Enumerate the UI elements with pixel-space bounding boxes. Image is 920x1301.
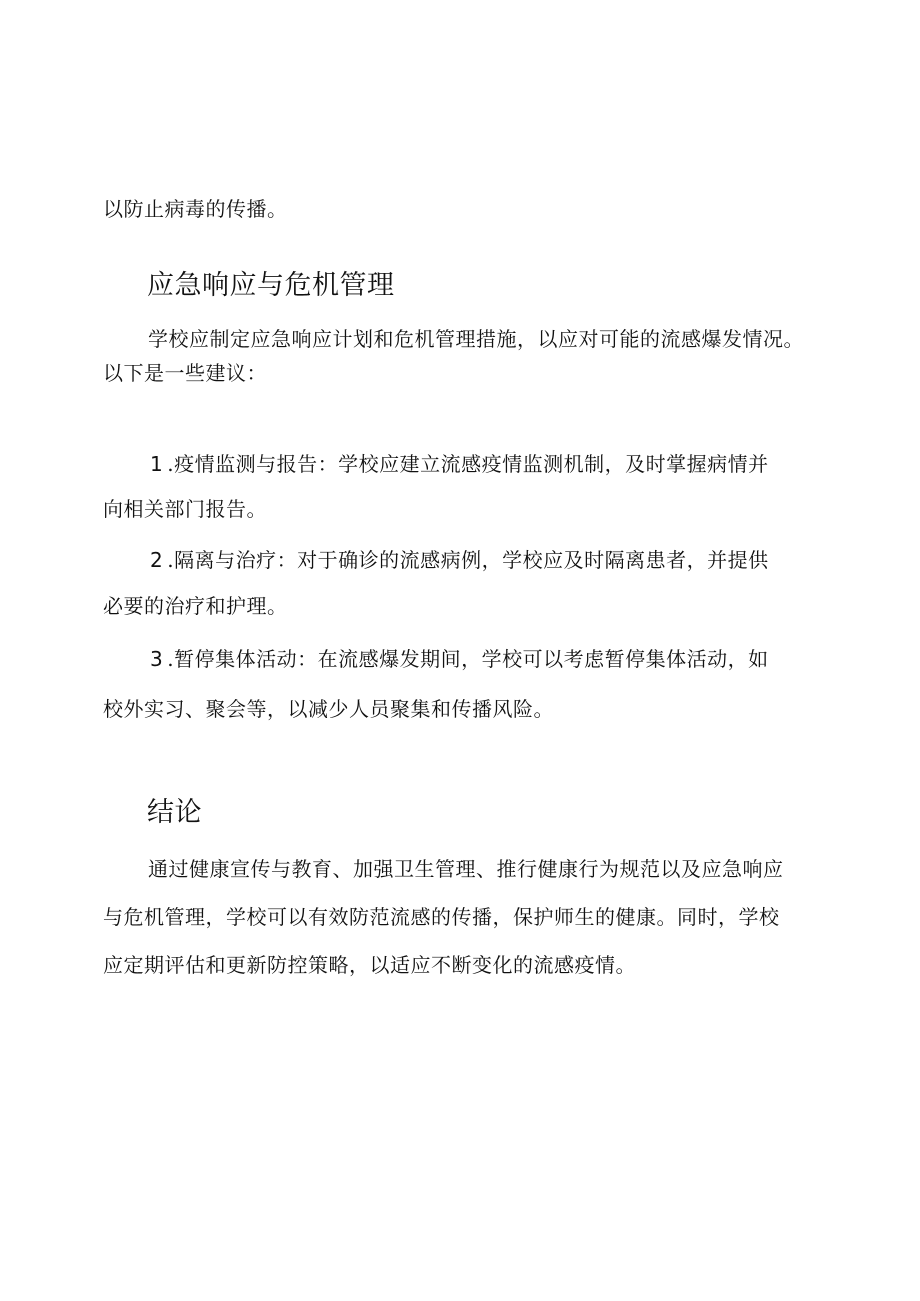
conclusion-line-2: 与危机管理，学校可以有效防范流感的传播，保护师生的健康。同时，学校 xyxy=(103,905,780,929)
list-item-2-line-2: 必要的治疗和护理。 xyxy=(103,594,288,618)
list-item-1-number: 1 xyxy=(150,452,164,476)
list-item-1-line-1 xyxy=(150,451,769,477)
emergency-intro-line-1: 学校应制定应急响应计划和危机管理措施，以应对可能的流感爆发情况。 xyxy=(148,327,804,351)
heading-conclusion: 结论 xyxy=(147,797,202,828)
heading-emergency-response: 应急响应与危机管理 xyxy=(147,270,395,301)
list-item-3-line-1 xyxy=(150,646,769,672)
list-item-2-text: .隔离与治疗：对于确诊的流感病例，学校应及时隔离患者，并提供 xyxy=(167,548,769,572)
list-item-3-number: 3 xyxy=(150,647,164,671)
conclusion-line-3: 应定期评估和更新防控策略，以适应不断变化的流感疫情。 xyxy=(103,953,636,977)
conclusion-line-1: 通过健康宣传与教育、加强卫生管理、推行健康行为规范以及应急响应 xyxy=(148,857,784,881)
list-item-1-text: .疫情监测与报告：学校应建立流感疫情监测机制，及时掌握病情并 xyxy=(167,452,769,476)
list-item-2-number: 2 xyxy=(150,548,164,572)
list-item-2-line-1 xyxy=(150,547,769,573)
list-item-3-line-2: 校外实习、聚会等，以减少人员聚集和传播风险。 xyxy=(103,697,554,721)
list-item-3-text: .暂停集体活动：在流感爆发期间，学校可以考虑暂停集体活动，如 xyxy=(167,647,769,671)
emergency-intro-line-2: 以下是一些建议： xyxy=(103,361,267,385)
list-item-1-line-2: 向相关部门报告。 xyxy=(103,497,267,521)
continuation-text: 以防止病毒的传播。 xyxy=(103,197,288,221)
